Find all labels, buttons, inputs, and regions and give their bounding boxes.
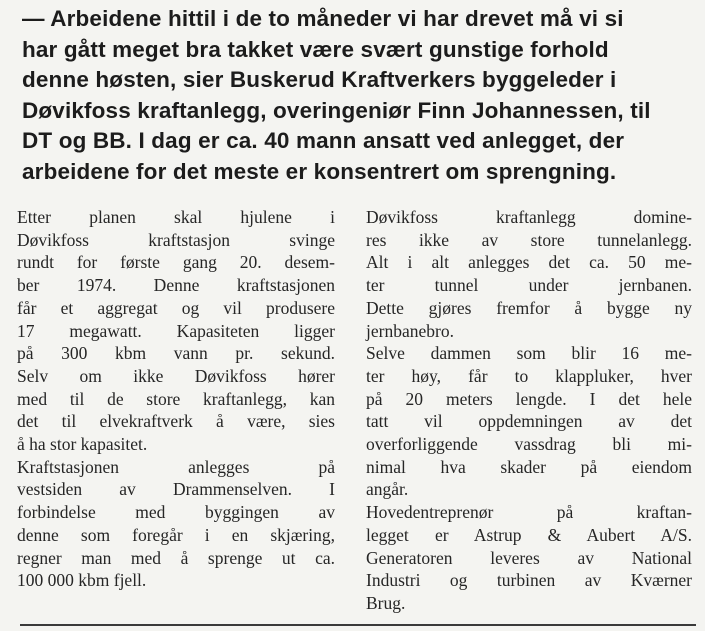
body-line: Generatoren leveres av National: [366, 547, 692, 568]
right-column: [366, 206, 692, 615]
body-line: på 300 kbm vann pr. sekund.: [17, 343, 335, 364]
body-line: overforliggende vassdrag bli mi-: [366, 434, 692, 455]
body-line: Dette gjøres fremfor å bygge ny: [366, 297, 692, 318]
body-line: Hovedentreprenør på kraftan-: [366, 502, 692, 523]
body-line: ter tunnel under jernbanen.: [366, 275, 692, 296]
body-line: 17 megawatt. Kapasiteten ligger: [17, 320, 335, 341]
bottom-divider: [20, 624, 696, 626]
body-line: Alt i alt anlegges det ca. 50 me-: [366, 252, 692, 273]
body-line: får et aggregat og vil produsere: [17, 297, 335, 318]
left-column: [17, 206, 335, 592]
body-line: angår.: [366, 479, 409, 500]
body-line: Brug.: [366, 592, 406, 613]
body-line: Selv om ikke Døvikfoss hører: [17, 365, 335, 386]
body-line: regner man med å sprenge ut ca.: [17, 547, 335, 568]
body-line: nimal hva skader på eiendom: [366, 456, 692, 477]
body-line: 100 000 kbm fjell.: [17, 570, 147, 591]
lead-line: — Arbeidene hittil i de to måneder vi har drevet må vi si: [22, 6, 624, 31]
lead-line: DT og BB. I dag er ca. 40 mann ansatt ved anlegget, der: [22, 128, 625, 154]
body-line: med til de store kraftanlegg, kan: [17, 388, 335, 409]
body-line: Kraftstasjonen anlegges på: [17, 456, 335, 477]
lead-line: har gått meget bra takket være svært gunstige forhold: [22, 36, 609, 62]
body-line: Industri og turbinen av Kværner: [366, 570, 692, 591]
body-line: rundt for første gang 20. desem-: [17, 252, 335, 273]
body-line: res ikke av store tunnelanlegg.: [366, 229, 692, 250]
body-line: jernbanebro.: [366, 320, 454, 341]
lead-line: Døvikfoss kraftanlegg, overingeniør Finn Johannessen, til: [22, 97, 651, 123]
body-line: Døvikfoss kraftanlegg domine-: [366, 207, 692, 227]
body-line: ber 1974. Denne kraftstasjonen: [17, 275, 335, 296]
lead-paragraph: [22, 4, 692, 188]
body-line: legget er Astrup & Aubert A/S.: [366, 524, 692, 545]
body-line: å ha stor kapasitet.: [17, 434, 148, 455]
body-line: vestsiden av Drammenselven. I: [17, 479, 335, 500]
body-line: Selve dammen som blir 16 me-: [366, 343, 692, 364]
body-line: Etter planen skal hjulene i: [17, 207, 335, 227]
body-line: forbindelse med byggingen av: [17, 502, 335, 523]
body-line: tatt vil oppdemningen av det: [366, 411, 692, 432]
lead-line: arbeidene for det meste er konsentrert om sprengning.: [22, 158, 617, 184]
body-line: det til elvekraftverk å være, sies: [17, 411, 335, 432]
body-line: på 20 meters lengde. I det hele: [366, 388, 692, 409]
body-line: ter høy, får to klappluker, hver: [366, 365, 692, 386]
lead-line: denne høsten, sier Buskerud Kraftverkers byggeleder i: [22, 67, 617, 93]
body-line: Døvikfoss kraftstasjon svinge: [17, 229, 335, 250]
body-line: denne som foregår i en skjæring,: [17, 524, 335, 545]
